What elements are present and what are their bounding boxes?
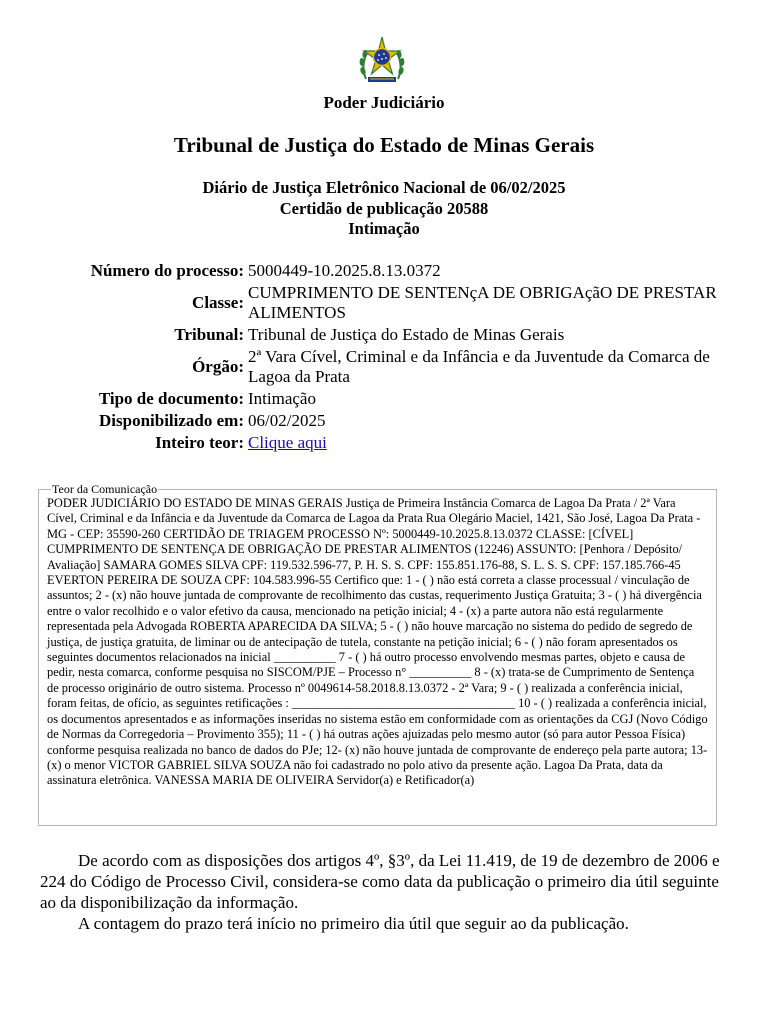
process-details-table	[40, 260, 740, 454]
communication-legend: Teor da Comunicação	[52, 482, 158, 496]
document-type-row	[40, 388, 740, 410]
field-label: Disponibilizado em:	[99, 411, 244, 430]
organ-row	[40, 346, 740, 388]
field-label: Número do processo:	[90, 261, 244, 280]
field-label: Órgão:	[192, 357, 244, 376]
field-value: 2ª Vara Cível, Criminal e da Infância e da Juventude da Comarca de Lagoa da Prata	[248, 347, 710, 386]
communication-content-box	[38, 482, 717, 826]
deadline-notice-paragraph: A contagem do prazo terá início no primeiro dia útil que seguir ao da publicação.	[78, 914, 629, 933]
journal-title: Diário de Justiça Eletrônico Nacional de 06/02/2025	[202, 178, 566, 197]
brazil-coat-of-arms-icon	[356, 35, 408, 87]
process-number-row	[40, 260, 740, 282]
publication-notice	[40, 850, 730, 934]
field-value: CUMPRIMENTO DE SENTENçA DE OBRIGAçãO DE PRESTAR ALIMENTOS	[248, 283, 717, 322]
field-label: Tribunal:	[174, 325, 244, 344]
class-row	[40, 282, 740, 324]
field-value: 06/02/2025	[248, 411, 326, 430]
field-value	[246, 432, 740, 454]
court-title: Tribunal de Justiça do Estado de Minas Gerais	[173, 133, 595, 157]
availability-date-row	[40, 410, 740, 432]
institution-name: Poder Judiciário	[323, 93, 445, 112]
field-value: 5000449-10.2025.8.13.0372	[248, 261, 441, 280]
full-content-link[interactable]: Clique aqui	[248, 433, 327, 452]
field-label: Classe:	[192, 293, 244, 312]
full-content-row	[40, 432, 740, 454]
field-value: Tribunal de Justiça do Estado de Minas Gerais	[248, 325, 565, 344]
field-label: Tipo de documento:	[98, 389, 244, 408]
document-type-title: Intimação	[348, 219, 420, 238]
field-value: Intimação	[248, 389, 316, 408]
field-label: Inteiro teor:	[155, 433, 244, 452]
tribunal-row	[40, 324, 740, 346]
communication-text: PODER JUDICIÁRIO DO ESTADO DE MINAS GERAIS Justiça de Primeira Instância Comarca de Lagoa Da Prata / 2ª Vara Cível, Criminal e da Infância e da Juventude da Comarca de Lagoa da Prata Rua Olegário Maciel, 1421, São José, Lagoa Da Prata - MG - CEP: 35590-260 CERTIDÃO DE TRIAGEM PROCESSO Nº: 5000449-10.2025.8.13.0372 CLASSE: [CÍVEL] CUMPRIMENTO DE SENTENÇA DE OBRIGAÇÃO DE PRESTAR ALIMENTOS (12246) ASSUNTO: [Penhora / Depósito/ Avaliação] SAMARA GOMES SILVA CPF: 119.532.596-77, P. H. S. S. CPF: 155.851.176-88, S. L. S. S. CPF: 157.185.766-45 EVERTON PEREIRA DE SOUZA CPF: 104.583.996-55 Certifico que: 1 - ( ) não está correta a classe processual / vinculação de assuntos; 2 - (x) não houve juntada de comprovante de recolhimento das custas, requerimento Justiça Gratuita; 3 - ( ) há divergência entre o valor recolhido e o valor efetivo da causa, mencionado na petição inicial; 4 - (x) a parte autora não está regularmente representada pela Advogada ROBERTA APARECIDA DA SILVA; 5 - ( ) não houve marcação no sistema do pedido de segredo de justiça, de justiça gratuita, de liminar ou de antecipação de tutela, constante na petição inicial; 6 - ( ) não foram apresentados os seguintes documentos relacionados na inicial __________ 7 - ( ) há outro processo envolvendo mesmas partes, objeto e causa de pedir, nesta comarca, conforme pesquisa no SISCOM/PJE – Processo n° __________ 8 - (x) trata-se de Cumprimento de Sentença de processo originário de outro sistema. Processo nº 0049614-58.2018.8.13.0372 - 2ª Vara; 9 - ( ) realizada a conferência inicial, foram feitas, de ofício, as seguintes retificações : ____________________________________ 10 - ( ) realizada a conferência inicial, os documentos apresentados e as informações inseridas no sistema estão em conformidade com as orientações da CGJ (Novo Código de Normas da Corregedoria – Provimento 355); 11 - ( ) há outras ações ajuizadas pelo mesmo autor (só para autor Pessoa Física) conforme pesquisa realizada no banco de dados do PJe; 12- (x) não houve juntada de comprovante de endereço pela parte autora; 13- (x) o menor VICTOR GABRIEL SILVA SOUZA não foi cadastrado no polo ativo da presente ação. Lagoa Da Prata, data da assinatura eletrônica. VANESSA MARIA DE OLIVEIRA Servidor(a) e Retificador(a)	[47, 496, 708, 788]
certificate-title: Certidão de publicação 20588	[279, 199, 489, 218]
publication-notice-paragraph: De acordo com as disposições dos artigos 4º, §3º, da Lei 11.419, de 19 de dezembro de 2006 e 224 do Código de Processo Civil, considera-se como data da publicação o primeiro dia útil seguinte ao da disponibilização da informação.	[40, 851, 720, 912]
